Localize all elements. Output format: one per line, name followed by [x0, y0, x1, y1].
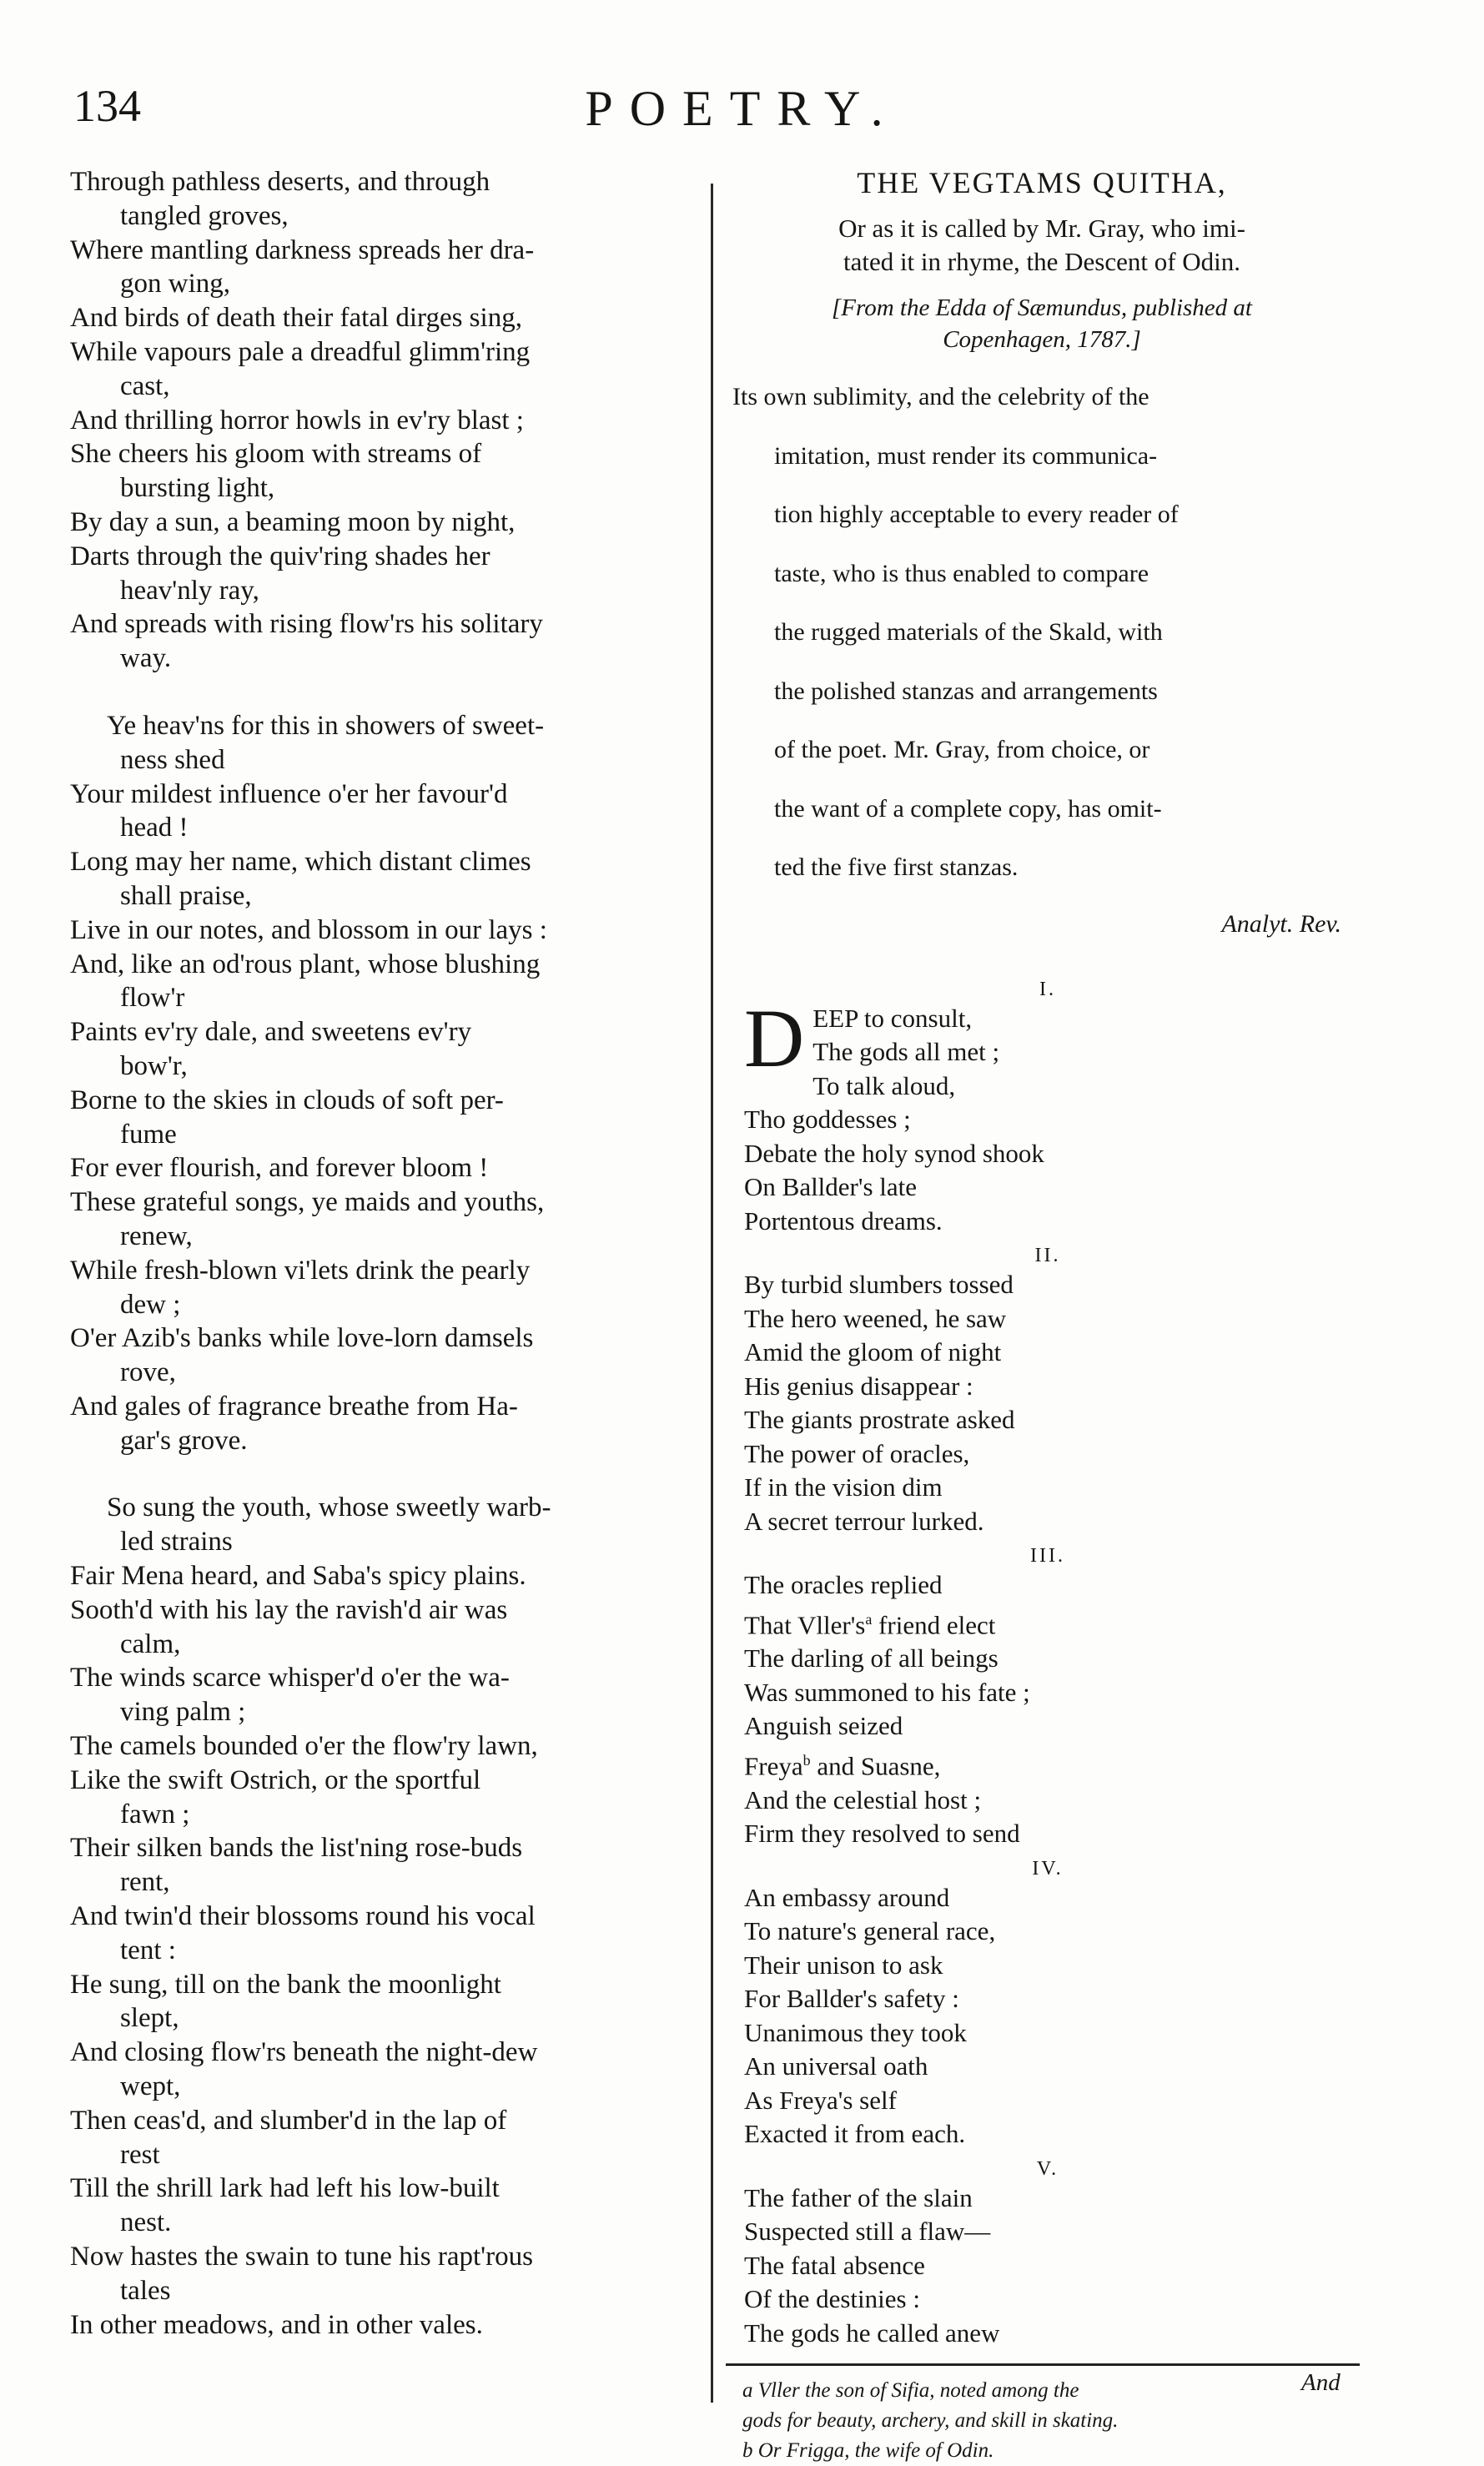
verse-line — [744, 1403, 1351, 1437]
poem-line: ness shed — [120, 744, 225, 775]
column-divider — [711, 184, 713, 2403]
poem-line: fume — [120, 1119, 177, 1150]
poem-line: In other meadows, and in other vales. — [70, 2309, 483, 2340]
poem-line: Where mantling darkness spreads her dra- — [70, 234, 535, 265]
verse-text: Anguish seized — [744, 1711, 903, 1741]
verse-line — [744, 1137, 1351, 1171]
verse-text: That Vller's — [744, 1609, 866, 1639]
verse-line — [744, 1103, 1351, 1137]
footnote-line: a Vller the son of Sifia, noted among the — [742, 2379, 1079, 2403]
page-header — [67, 80, 1418, 147]
verse-line — [744, 2249, 1351, 2283]
verse-line — [744, 1170, 1351, 1205]
poem-line: O'er Azib's banks while love-lorn damsels — [70, 1323, 534, 1354]
intro-line: tion highly acceptable to every reader of — [774, 501, 1179, 528]
poem-line: Paints ev'ry dale, and sweetens ev'ry — [70, 1017, 472, 1048]
review-signature: Analyt. Rev. — [1221, 909, 1341, 938]
verse-text: The fatal absence — [744, 2250, 925, 2280]
verse-line — [744, 1336, 1351, 1370]
poem-line: way. — [120, 643, 172, 674]
norse-poem — [732, 977, 1351, 2351]
poem-line: ving palm ; — [120, 1697, 246, 1728]
verse-text: Was summoned to his fate ; — [744, 1677, 1030, 1707]
poem-line: rove, — [120, 1357, 176, 1388]
poem-line: Their silken bands the list'ning rose-buds — [70, 1833, 523, 1864]
verse-text: A secret terrour lurked. — [744, 1506, 984, 1536]
verse-line — [744, 1505, 1351, 1539]
verse-line — [744, 2182, 1351, 2216]
verse-line — [744, 1817, 1351, 1851]
intro-line: the polished stanzas and arrangements — [774, 677, 1158, 705]
poem-line: gar's grove. — [120, 1425, 248, 1456]
poem-line: And twin'd their blossoms round his vocal — [70, 1901, 536, 1932]
verse-text: The hero weened, he saw — [744, 1303, 1007, 1333]
stanza — [70, 165, 686, 676]
intro-line: ted the five first stanzas. — [774, 853, 1019, 881]
stanza-numeral: V. — [1036, 2157, 1059, 2180]
poem-line: head ! — [120, 813, 189, 843]
footnote-marker: a — [865, 1610, 873, 1628]
verse-text: friend elect — [872, 1609, 996, 1639]
poem-line: The winds scarce whisper'd o'er the wa- — [70, 1663, 510, 1693]
verse-line — [744, 1709, 1351, 1744]
verse-text: The gods he called anew — [744, 2318, 1000, 2348]
poem-line: bursting light, — [120, 473, 275, 504]
poem-line: And, like an od'rous plant, whose blushing — [70, 949, 541, 979]
verse-line — [744, 2215, 1351, 2249]
verse-text: To nature's general race, — [744, 1916, 996, 1946]
poem-line: dew ; — [120, 1289, 181, 1320]
subtitle-line: Or as it is called by Mr. Gray, who imi- — [838, 214, 1245, 243]
verse-stanza — [744, 977, 1351, 1239]
verse-text: As Freya's self — [744, 2085, 897, 2115]
poem-subtitle — [732, 212, 1351, 279]
verse-line — [744, 1069, 1351, 1104]
poem-line: And closing flow'rs beneath the night-dew — [70, 2037, 538, 2068]
subtitle-line: tated it in rhyme, the Descent of Odin. — [843, 247, 1241, 276]
poem-line: Your mildest influence o'er her favour'd — [70, 778, 508, 809]
verse-text: Debate the holy synod shook — [744, 1138, 1044, 1168]
footnote-line: gods for beauty, archery, and skill in skating. — [742, 2409, 1119, 2433]
poem-line: Darts through the quiv'ring shades her — [70, 541, 490, 571]
intro-paragraph — [732, 380, 1351, 885]
verse-text: Portentous dreams. — [744, 1205, 943, 1236]
verse-line — [744, 2084, 1351, 2118]
verse-text: His genius disappear : — [744, 1371, 973, 1401]
poem-line: So sung the youth, whose sweetly warb- — [107, 1492, 551, 1523]
poem-line: slept, — [120, 2003, 179, 2034]
source-line: [From the Edda of Sæmundus, published at — [831, 294, 1252, 321]
verse-line — [744, 2317, 1351, 2351]
poem-line: shall praise, — [120, 880, 252, 911]
verse-text: Exacted it from each. — [744, 2119, 966, 2149]
verse-text: The power of oracles, — [744, 1438, 970, 1468]
verse-line — [744, 1784, 1351, 1818]
poem-line: Then ceas'd, and slumber'd in the lap of — [70, 2105, 507, 2136]
verse-stanza — [744, 1856, 1351, 2151]
stanza — [70, 1491, 686, 2342]
verse-line — [744, 1437, 1351, 1472]
poem-line: She cheers his gloom with streams of — [70, 439, 482, 470]
verse-text: Suspected still a flaw— — [744, 2217, 991, 2247]
poem-line: tent : — [120, 1935, 176, 1965]
verse-line — [744, 1035, 1351, 1069]
source-line: Copenhagen, 1787.] — [943, 326, 1141, 353]
poem-line: And thrilling horror howls in ev'ry blast ; — [70, 405, 524, 435]
poem-line: Like the swift Ostrich, or the sportful — [70, 1764, 481, 1795]
verse-line — [744, 1302, 1351, 1336]
verse-text: To talk aloud, — [812, 1070, 956, 1100]
poem-line: Sooth'd with his lay the ravish'd air was — [70, 1594, 508, 1625]
intro-line: Its own sublimity, and the celebrity of the — [732, 383, 1149, 410]
running-head: POETRY. — [585, 81, 900, 136]
poem-line: tangled groves, — [120, 200, 289, 231]
verse-text: The oracles replied — [744, 1570, 943, 1599]
stanza — [70, 709, 686, 1458]
poem-line: bow'r, — [120, 1050, 188, 1081]
verse-line — [744, 2282, 1351, 2317]
poem-line: These grateful songs, ye maids and youths, — [70, 1187, 545, 1218]
poem-line: calm, — [120, 1628, 181, 1659]
poem-line: Ye heav'ns for this in showers of sweet- — [107, 710, 545, 741]
poem-line: While vapours pale a dreadful glimm'ring — [70, 336, 531, 367]
verse-text: Firm they resolved to send — [744, 1819, 1020, 1849]
verse-line — [744, 1676, 1351, 1710]
poem-line: gon wing, — [120, 269, 230, 299]
verse-text: Amid the gloom of night — [744, 1337, 1002, 1366]
verse-text: The gods all met ; — [812, 1037, 1000, 1066]
stanza-numeral: II. — [1034, 1245, 1061, 1266]
poem-line: fawn ; — [120, 1799, 190, 1829]
footnote-line: b Or Frigga, the wife of Odin. — [742, 2439, 994, 2463]
poem-line: And birds of death their fatal dirges sing, — [70, 303, 522, 334]
verse-text: EEP to consult, — [812, 1003, 973, 1033]
poem-line: Long may her name, which distant climes — [70, 847, 531, 878]
poem-line: By day a sun, a beaming moon by night, — [70, 506, 516, 537]
verse-line — [744, 2050, 1351, 2084]
poem-line: Now hastes the swain to tune his rapt'rous — [70, 2242, 533, 2272]
verse-line — [744, 1915, 1351, 1949]
verse-stanza — [744, 2156, 1351, 2351]
poem-line: renew, — [120, 1220, 193, 1251]
verse-text: By turbid slumbers tossed — [744, 1270, 1014, 1299]
verse-text: An embassy around — [744, 1882, 950, 1912]
verse-text: The darling of all beings — [744, 1643, 999, 1673]
verse-text: The father of the slain — [744, 2182, 973, 2212]
verse-line — [744, 1881, 1351, 1915]
verse-line — [744, 2117, 1351, 2151]
poem-line: tales — [120, 2275, 171, 2306]
left-column-poem — [70, 165, 686, 2375]
poem-line: Live in our notes, and blossom in our lays : — [70, 914, 547, 945]
intro-line: the rugged materials of the Skald, with — [774, 618, 1163, 646]
verse-text: If in the vision dim — [744, 1472, 943, 1502]
stanza-numeral: IV. — [1032, 1857, 1064, 1880]
verse-text: Tho goddesses ; — [744, 1105, 911, 1134]
verse-line — [744, 1949, 1351, 1983]
verse-line — [744, 1744, 1351, 1784]
poem-title: THE VEGTAMS QUITHA, — [857, 166, 1227, 199]
poem-line: heav'nly ray, — [120, 575, 259, 606]
verse-line — [744, 2016, 1351, 2051]
drop-cap: D — [744, 991, 805, 1085]
poem-line: nest. — [120, 2207, 172, 2238]
verse-line — [744, 1603, 1351, 1643]
poem-line: flow'r — [120, 983, 185, 1014]
verse-text: Freya — [744, 1751, 803, 1781]
verse-text: On Ballder's late — [744, 1172, 918, 1201]
verse-text: An universal oath — [744, 2051, 928, 2081]
poem-line: Borne to the skies in clouds of soft per- — [70, 1085, 504, 1115]
poem-line: And spreads with rising flow'rs his solitary — [70, 609, 543, 640]
poem-line: And gales of fragrance breathe from Ha- — [70, 1391, 518, 1422]
verse-line — [744, 1205, 1351, 1239]
poem-line: The camels bounded o'er the flow'ry lawn, — [70, 1731, 538, 1762]
stanza-numeral: I. — [1039, 978, 1056, 1000]
intro-line: taste, who is thus enabled to compare — [774, 559, 1149, 587]
intro-line: imitation, must render its communica- — [774, 441, 1158, 470]
verse-line — [744, 1268, 1351, 1302]
right-column — [732, 165, 1351, 2466]
verse-text: For Ballder's safety : — [744, 1984, 959, 2014]
verse-line — [744, 1982, 1351, 2016]
verse-stanza — [744, 1543, 1351, 1851]
poem-line: wept, — [120, 2071, 181, 2102]
verse-text: Of the destinies : — [744, 2284, 920, 2314]
poem-line: rent, — [120, 1867, 170, 1898]
page-number: 134 — [73, 81, 141, 131]
poem-line: For ever flourish, and forever bloom ! — [70, 1153, 489, 1184]
poem-line: led strains — [120, 1527, 233, 1558]
verse-stanza — [744, 1243, 1351, 1538]
footnote-marker: b — [802, 1751, 811, 1769]
poem-line: rest — [120, 2139, 160, 2170]
intro-line: of the poet. Mr. Gray, from choice, or — [774, 736, 1150, 763]
verse-text: and Suasne, — [810, 1751, 941, 1781]
verse-line — [744, 1642, 1351, 1676]
poem-line: Through pathless deserts, and through — [70, 167, 490, 197]
poem-line: Till the shrill lark had left his low-built — [70, 2173, 500, 2204]
verse-text: The giants prostrate asked — [744, 1405, 1015, 1434]
verse-text: Unanimous they took — [744, 2017, 967, 2047]
footnote-rule — [726, 2363, 1360, 2366]
source-note — [732, 292, 1351, 355]
footnotes — [732, 2376, 1351, 2466]
poem-line: He sung, till on the bank the moonlight — [70, 1969, 501, 2000]
catchword: And — [1301, 2369, 1341, 2396]
intro-line: the want of a complete copy, has omit- — [774, 794, 1162, 823]
verse-line — [744, 1471, 1351, 1505]
poem-line: Fair Mena heard, and Saba's spicy plains. — [70, 1561, 526, 1592]
poem-line: While fresh-blown vi'lets drink the pearly — [70, 1255, 531, 1286]
verse-text: And the celestial host ; — [744, 1784, 982, 1814]
verse-line — [744, 1370, 1351, 1404]
verse-text: Their unison to ask — [744, 1950, 943, 1980]
poem-line: cast, — [120, 370, 170, 401]
stanza-numeral: III. — [1030, 1545, 1065, 1567]
verse-line — [744, 1568, 1351, 1603]
